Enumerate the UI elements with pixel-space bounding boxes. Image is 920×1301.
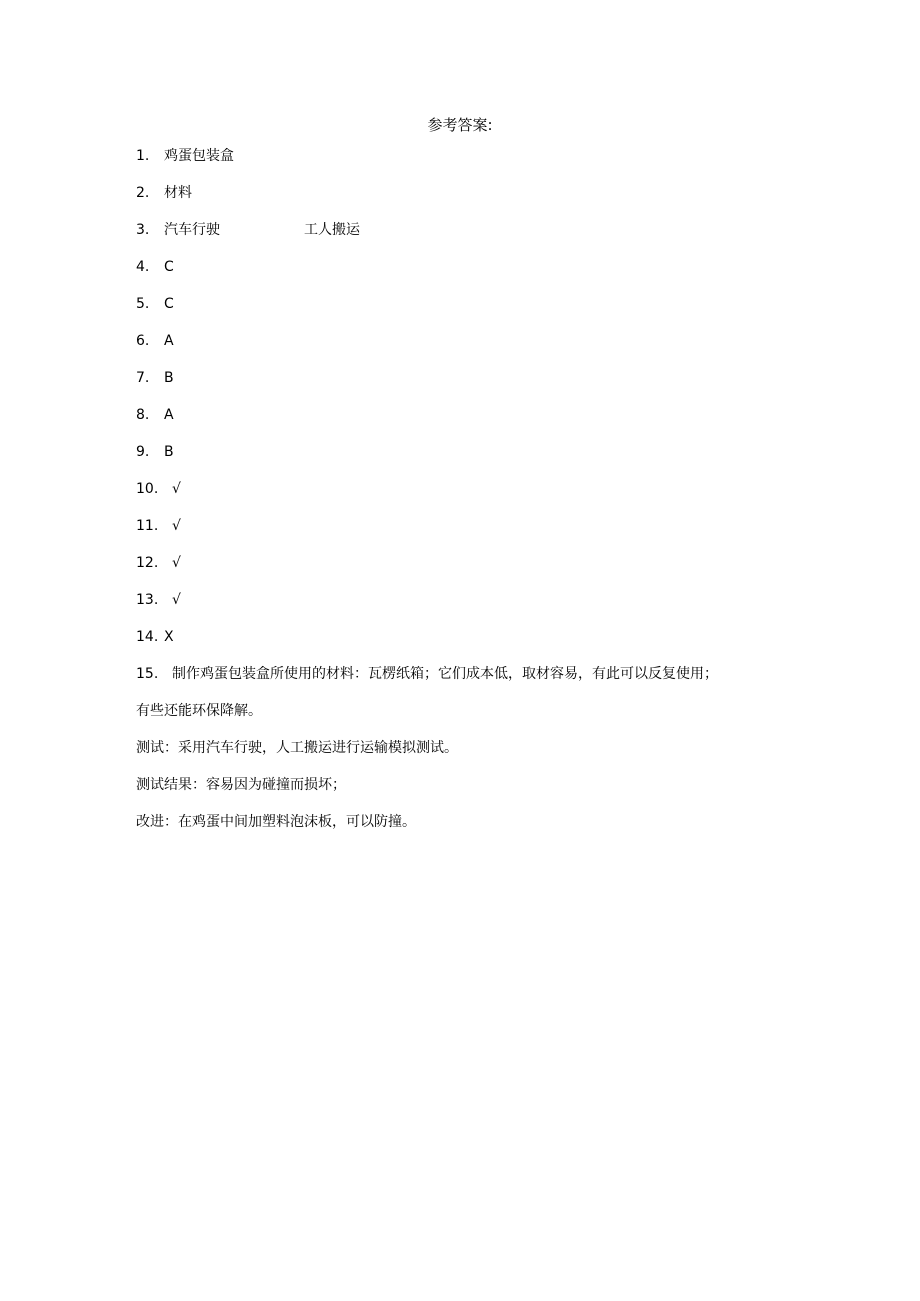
answer-number: 7. [136, 370, 150, 386]
answer-number: 15. [136, 666, 159, 682]
answer-text: √ [172, 555, 181, 571]
answer-item-13 [136, 590, 181, 610]
answer-item-12 [136, 553, 181, 573]
answer-paragraph: 测试结果：容易因为碰撞而损坏； [136, 777, 346, 793]
answer-item-1 [136, 146, 234, 166]
answer-item-8 [136, 405, 174, 425]
answer-number: 6. [136, 333, 150, 349]
answer-paragraph: 测试：采用汽车行驶，人工搬运进行运输模拟测试。 [136, 740, 458, 756]
answer-text: X [164, 629, 174, 645]
answer-number: 2. [136, 185, 150, 201]
answer-text: A [164, 333, 174, 349]
answer-text: √ [172, 518, 181, 534]
answer-text: √ [172, 592, 181, 608]
answer-number: 9. [136, 444, 150, 460]
answer-number: 11. [136, 518, 159, 534]
answer-text: B [164, 370, 174, 386]
page-title: 参考答案: [427, 116, 493, 134]
answer-paragraph: 有些还能环保降解。 [136, 703, 262, 719]
answer-item-10 [136, 479, 181, 499]
answer-number: 14. [136, 629, 159, 645]
answer-text: C [164, 296, 174, 312]
answer-number: 12. [136, 555, 159, 571]
answer-item-7 [136, 368, 174, 388]
answer-item-5 [136, 294, 174, 314]
answer-number: 10. [136, 481, 159, 497]
answer-number: 13. [136, 592, 159, 608]
answer-item-9 [136, 442, 174, 462]
answer-number: 1. [136, 148, 150, 164]
answer-item-4 [136, 257, 174, 277]
answer-text: √ [172, 481, 181, 497]
answer-number: 4. [136, 259, 150, 275]
answer-number: 3. [136, 222, 150, 238]
answer-text: 制作鸡蛋包装盒所使用的材料：瓦楞纸箱；它们成本低，取材容易，有此可以反复使用； [172, 666, 718, 682]
answer-text-second: 工人搬运 [304, 222, 360, 238]
answer-item-3 [136, 220, 396, 240]
answer-item-2 [136, 183, 192, 203]
answer-item-14 [136, 627, 174, 647]
answer-text: B [164, 444, 174, 460]
answer-number: 8. [136, 407, 150, 423]
answer-text: 材料 [164, 185, 192, 201]
answer-paragraph: 改进：在鸡蛋中间加塑料泡沫板，可以防撞。 [136, 814, 416, 830]
answer-number: 5. [136, 296, 150, 312]
answer-text: A [164, 407, 174, 423]
answer-text: 汽车行驶 [164, 222, 220, 238]
answer-text: C [164, 259, 174, 275]
answer-text: 鸡蛋包装盒 [164, 148, 234, 164]
answer-item-15 [136, 664, 718, 684]
answer-item-11 [136, 516, 181, 536]
answer-item-6 [136, 331, 174, 351]
